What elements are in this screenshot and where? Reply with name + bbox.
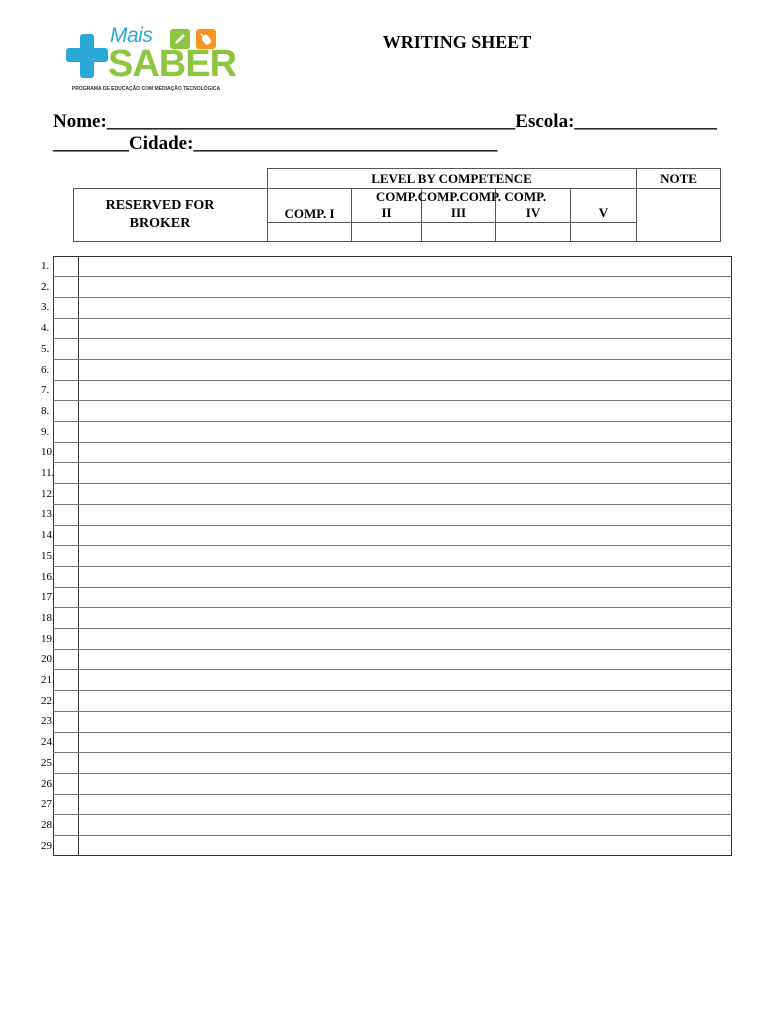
writing-row[interactable] (0, 836, 768, 857)
writing-row[interactable] (0, 463, 768, 484)
writing-row[interactable] (0, 484, 768, 505)
name-school-line[interactable]: Nome:___________________________________________Escola:_______________ (53, 111, 717, 132)
logo-word-saber: SABER (108, 43, 237, 85)
writing-row[interactable] (0, 297, 768, 318)
row-number: 1. (41, 260, 50, 272)
row-number: 17. (41, 591, 55, 604)
row-number: 25. (41, 756, 55, 769)
comp-1-score[interactable] (267, 222, 352, 242)
comp-4-score[interactable] (495, 222, 571, 242)
writing-row[interactable] (0, 587, 768, 608)
row-number: 4. (41, 322, 50, 335)
row-number: 7. (41, 384, 50, 397)
reserved-line-1: RESERVED FOR (105, 198, 215, 213)
row-number: 9. (41, 425, 50, 438)
logo-word-mais: Mais (110, 24, 153, 47)
comp-5-score[interactable] (570, 222, 637, 242)
mais-saber-logo (64, 24, 237, 96)
writing-row[interactable] (0, 401, 768, 422)
reserved-line-2: BROKER (129, 216, 191, 231)
row-number: 21. (41, 674, 55, 686)
writing-row[interactable] (0, 670, 768, 691)
row-number: 24. (41, 736, 55, 749)
city-line[interactable]: ________Cidade:________________________________ (53, 133, 498, 154)
row-number: 15. (41, 549, 55, 562)
row-number: 19. (41, 632, 55, 645)
writing-row[interactable] (0, 360, 768, 381)
writing-row[interactable] (0, 504, 768, 525)
row-number: 29. (41, 839, 55, 852)
level-by-competence-header: LEVEL BY COMPETENCE (371, 171, 532, 186)
comp-2-score[interactable] (351, 222, 422, 242)
writing-row[interactable] (0, 649, 768, 670)
writing-row[interactable] (0, 815, 768, 836)
writing-row[interactable] (0, 318, 768, 339)
row-number: 22. (41, 694, 55, 707)
row-number: 2. (41, 280, 50, 293)
row-number: 8. (41, 404, 50, 417)
writing-row[interactable] (0, 608, 768, 629)
competence-table (73, 168, 721, 242)
row-number: 3. (41, 301, 50, 314)
row-number: 13. (41, 508, 55, 521)
writing-row[interactable] (0, 753, 768, 774)
writing-row[interactable] (0, 256, 768, 277)
writing-row[interactable] (0, 442, 768, 463)
note-value-cell[interactable] (636, 188, 721, 242)
writing-row[interactable] (0, 380, 768, 401)
row-number: 20. (41, 653, 55, 666)
note-header: NOTE (660, 171, 697, 186)
row-number: 11. (41, 467, 55, 479)
reserved-for-broker-label (101, 197, 219, 233)
row-number: 14. (41, 529, 55, 542)
writing-row[interactable] (0, 774, 768, 795)
writing-row[interactable] (0, 422, 768, 443)
row-number: 5. (41, 342, 50, 355)
row-number: 27. (41, 798, 55, 811)
logo-tagline: PROGRAMA DE EDUCAÇÃO COM MEDIAÇÃO TECNOLÓGICA (71, 86, 221, 92)
writing-row[interactable] (0, 567, 768, 588)
writing-row[interactable] (0, 711, 768, 732)
page-title: WRITING SHEET (382, 32, 532, 52)
row-number: 23. (41, 715, 55, 728)
writing-row[interactable] (0, 691, 768, 712)
row-number: 12. (41, 487, 55, 500)
writing-row[interactable] (0, 629, 768, 650)
row-number: 18. (41, 611, 55, 624)
row-number: 26. (41, 777, 55, 790)
row-number: 16. (41, 570, 55, 583)
comp-overlap-label: COMP.COMP.COMP. COMP. (375, 189, 547, 204)
writing-row[interactable] (0, 339, 768, 360)
comp-1-label: COMP. I (284, 206, 335, 221)
row-number: 10. (41, 446, 55, 459)
writing-row[interactable] (0, 794, 768, 815)
comp-5-label: V (598, 205, 609, 220)
row-number: 6. (41, 363, 50, 376)
comp-3-score[interactable] (421, 222, 496, 242)
row-number: 28. (41, 818, 55, 831)
comp-3-label: III (450, 205, 467, 220)
writing-row[interactable] (0, 525, 768, 546)
writing-row[interactable] (0, 277, 768, 298)
comp-2-label: II (381, 205, 392, 220)
plus-cross-icon-bar (66, 48, 108, 62)
writing-row[interactable] (0, 546, 768, 567)
writing-row[interactable] (0, 732, 768, 753)
comp-4-label: IV (525, 205, 541, 220)
